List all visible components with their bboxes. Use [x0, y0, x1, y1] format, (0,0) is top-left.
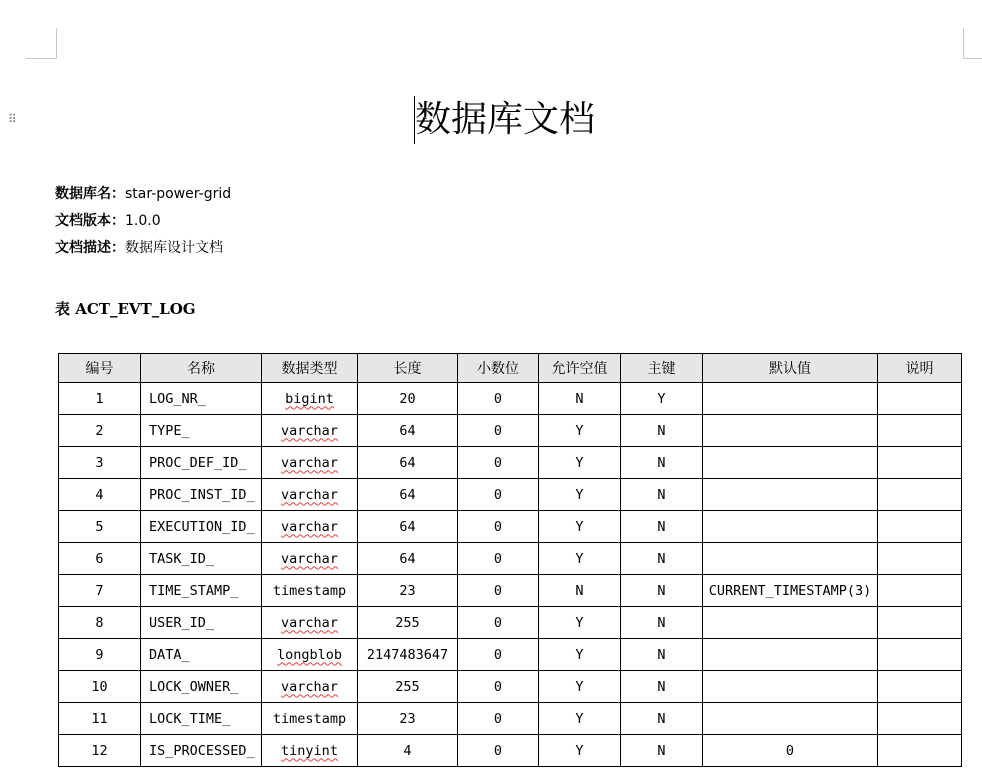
- cell-type[interactable]: timestamp: [262, 703, 358, 735]
- cell-primary-key[interactable]: N: [621, 735, 703, 767]
- cell-type[interactable]: [262, 447, 358, 479]
- cell-default[interactable]: [703, 383, 878, 415]
- cell-primary-key[interactable]: N: [621, 575, 703, 607]
- type-value: tinyint: [281, 742, 338, 759]
- table-row: [59, 415, 962, 447]
- cell-name[interactable]: TASK_ID_: [141, 543, 262, 575]
- cell-primary-key[interactable]: N: [621, 479, 703, 511]
- type-value: varchar: [281, 614, 338, 631]
- cell-default[interactable]: [703, 447, 878, 479]
- cell-note[interactable]: [878, 639, 962, 671]
- cell-primary-key[interactable]: N: [621, 671, 703, 703]
- cell-note[interactable]: [878, 447, 962, 479]
- cell-scale[interactable]: 0: [458, 447, 539, 479]
- meta-value: star-power-grid: [125, 186, 232, 202]
- table-row: [59, 703, 962, 735]
- cell-type[interactable]: [262, 607, 358, 639]
- cell-number[interactable]: 8: [59, 607, 141, 639]
- cell-name[interactable]: IS_PROCESSED_: [141, 735, 262, 767]
- cell-note[interactable]: [878, 479, 962, 511]
- table-row: [59, 383, 962, 415]
- meta-value: 数据库设计文档: [125, 240, 223, 256]
- header-cell[interactable]: 名称: [141, 354, 262, 383]
- cell-scale[interactable]: 0: [458, 415, 539, 447]
- cell-name[interactable]: LOCK_OWNER_: [141, 671, 262, 703]
- type-value: varchar: [281, 678, 338, 695]
- type-value: varchar: [281, 550, 338, 567]
- cell-length[interactable]: 64: [358, 543, 458, 575]
- table-heading[interactable]: 表 ACT_EVT_LOG: [55, 300, 196, 318]
- cell-length[interactable]: 23: [358, 703, 458, 735]
- cell-default[interactable]: [703, 543, 878, 575]
- cell-number[interactable]: 12: [59, 735, 141, 767]
- type-value: varchar: [281, 518, 338, 535]
- cell-nullable[interactable]: Y: [539, 479, 621, 511]
- cell-length[interactable]: 255: [358, 671, 458, 703]
- cell-primary-key[interactable]: N: [621, 639, 703, 671]
- header-cell[interactable]: 数据类型: [262, 354, 358, 383]
- cell-length[interactable]: 20: [358, 383, 458, 415]
- header-cell[interactable]: 主键: [621, 354, 703, 383]
- cell-nullable[interactable]: Y: [539, 415, 621, 447]
- table-row: [59, 511, 962, 543]
- header-cell[interactable]: 默认值: [703, 354, 878, 383]
- cell-name[interactable]: TIME_STAMP_: [141, 575, 262, 607]
- cell-name[interactable]: EXECUTION_ID_: [141, 511, 262, 543]
- cell-note[interactable]: [878, 511, 962, 543]
- drag-handle-icon[interactable]: ⠿: [8, 112, 17, 126]
- columns-table[interactable]: [58, 353, 962, 767]
- cell-scale[interactable]: 0: [458, 703, 539, 735]
- cell-number[interactable]: 5: [59, 511, 141, 543]
- cell-note[interactable]: [878, 703, 962, 735]
- cell-name[interactable]: LOCK_TIME_: [141, 703, 262, 735]
- cell-scale[interactable]: 0: [458, 479, 539, 511]
- cell-type[interactable]: timestamp: [262, 575, 358, 607]
- meta-database-name[interactable]: [55, 184, 231, 204]
- cell-nullable[interactable]: Y: [539, 543, 621, 575]
- cell-nullable[interactable]: Y: [539, 447, 621, 479]
- type-value: longblob: [276, 646, 343, 663]
- cell-length[interactable]: 64: [358, 511, 458, 543]
- cell-scale[interactable]: 0: [458, 383, 539, 415]
- header-cell[interactable]: 长度: [358, 354, 458, 383]
- cell-type[interactable]: [262, 543, 358, 575]
- cell-length[interactable]: 64: [358, 479, 458, 511]
- table-row: [59, 671, 962, 703]
- cell-name[interactable]: PROC_INST_ID_: [141, 479, 262, 511]
- cell-primary-key[interactable]: Y: [621, 383, 703, 415]
- type-value: varchar: [281, 422, 338, 439]
- cell-primary-key[interactable]: N: [621, 543, 703, 575]
- cell-nullable[interactable]: N: [539, 383, 621, 415]
- cell-note[interactable]: [878, 607, 962, 639]
- cell-default[interactable]: [703, 703, 878, 735]
- table-row: [59, 447, 962, 479]
- cell-default[interactable]: [703, 607, 878, 639]
- cell-note[interactable]: [878, 575, 962, 607]
- table-row: [59, 639, 962, 671]
- cell-length[interactable]: 64: [358, 447, 458, 479]
- cell-type[interactable]: [262, 735, 358, 767]
- cell-default[interactable]: CURRENT_TIMESTAMP(3): [703, 575, 878, 607]
- cell-length[interactable]: 2147483647: [358, 639, 458, 671]
- cell-scale[interactable]: 0: [458, 575, 539, 607]
- cell-nullable[interactable]: Y: [539, 703, 621, 735]
- cell-type[interactable]: [262, 671, 358, 703]
- cell-scale[interactable]: 0: [458, 511, 539, 543]
- meta-document-version[interactable]: [55, 211, 161, 231]
- cell-note[interactable]: [878, 671, 962, 703]
- table-row: [59, 543, 962, 575]
- cell-name[interactable]: DATA_: [141, 639, 262, 671]
- cell-name[interactable]: PROC_DEF_ID_: [141, 447, 262, 479]
- type-value: varchar: [281, 454, 338, 471]
- cell-default[interactable]: [703, 639, 878, 671]
- cell-number[interactable]: 2: [59, 415, 141, 447]
- cell-primary-key[interactable]: N: [621, 703, 703, 735]
- cell-default[interactable]: [703, 479, 878, 511]
- type-value: varchar: [281, 486, 338, 503]
- cell-nullable[interactable]: Y: [539, 511, 621, 543]
- cell-name[interactable]: USER_ID_: [141, 607, 262, 639]
- cell-default[interactable]: [703, 511, 878, 543]
- cell-name[interactable]: LOG_NR_: [141, 383, 262, 415]
- cell-nullable[interactable]: Y: [539, 607, 621, 639]
- cell-type[interactable]: [262, 511, 358, 543]
- cell-primary-key[interactable]: N: [621, 607, 703, 639]
- table-row: [59, 479, 962, 511]
- cell-note[interactable]: [878, 415, 962, 447]
- meta-key: 文档描述：: [55, 240, 125, 256]
- header-row: [59, 354, 962, 383]
- cell-type[interactable]: [262, 415, 358, 447]
- cell-number[interactable]: 11: [59, 703, 141, 735]
- cell-type[interactable]: [262, 479, 358, 511]
- cell-type[interactable]: [262, 639, 358, 671]
- cell-default[interactable]: 0: [703, 735, 878, 767]
- meta-document-description[interactable]: [55, 238, 223, 258]
- cell-scale[interactable]: 0: [458, 735, 539, 767]
- cell-number[interactable]: 9: [59, 639, 141, 671]
- page-corner-top-right: [963, 28, 982, 59]
- cell-type[interactable]: [262, 383, 358, 415]
- header-cell[interactable]: 小数位: [458, 354, 539, 383]
- type-value: bigint: [285, 390, 334, 407]
- cell-length[interactable]: 64: [358, 415, 458, 447]
- cell-number[interactable]: 3: [59, 447, 141, 479]
- cell-note[interactable]: [878, 543, 962, 575]
- cell-number[interactable]: 1: [59, 383, 141, 415]
- cell-length[interactable]: 4: [358, 735, 458, 767]
- cell-length[interactable]: 255: [358, 607, 458, 639]
- cell-primary-key[interactable]: N: [621, 415, 703, 447]
- cell-primary-key[interactable]: N: [621, 511, 703, 543]
- cell-primary-key[interactable]: N: [621, 447, 703, 479]
- header-cell[interactable]: 允许空值: [539, 354, 621, 383]
- cell-scale[interactable]: 0: [458, 639, 539, 671]
- header-cell[interactable]: 说明: [878, 354, 962, 383]
- cell-nullable[interactable]: Y: [539, 671, 621, 703]
- cell-note[interactable]: [878, 383, 962, 415]
- cell-scale[interactable]: 0: [458, 543, 539, 575]
- cell-nullable[interactable]: N: [539, 575, 621, 607]
- meta-value: 1.0.0: [125, 213, 161, 229]
- cell-nullable[interactable]: Y: [539, 735, 621, 767]
- cell-scale[interactable]: 0: [458, 671, 539, 703]
- cell-note[interactable]: [878, 735, 962, 767]
- meta-key: 数据库名：: [55, 186, 125, 202]
- cell-number[interactable]: 10: [59, 671, 141, 703]
- cell-default[interactable]: [703, 671, 878, 703]
- table-row: [59, 735, 962, 767]
- cell-scale[interactable]: 0: [458, 607, 539, 639]
- cell-number[interactable]: 4: [59, 479, 141, 511]
- table-row: [59, 607, 962, 639]
- cell-nullable[interactable]: Y: [539, 639, 621, 671]
- cell-number[interactable]: 6: [59, 543, 141, 575]
- page-corner-top-left: [26, 28, 57, 59]
- cell-name[interactable]: TYPE_: [141, 415, 262, 447]
- document-title[interactable]: 数据库文档: [415, 99, 596, 140]
- cell-default[interactable]: [703, 415, 878, 447]
- cell-number[interactable]: 7: [59, 575, 141, 607]
- cell-length[interactable]: 23: [358, 575, 458, 607]
- header-cell[interactable]: 编号: [59, 354, 141, 383]
- table-row: [59, 575, 962, 607]
- meta-key: 文档版本：: [55, 213, 125, 229]
